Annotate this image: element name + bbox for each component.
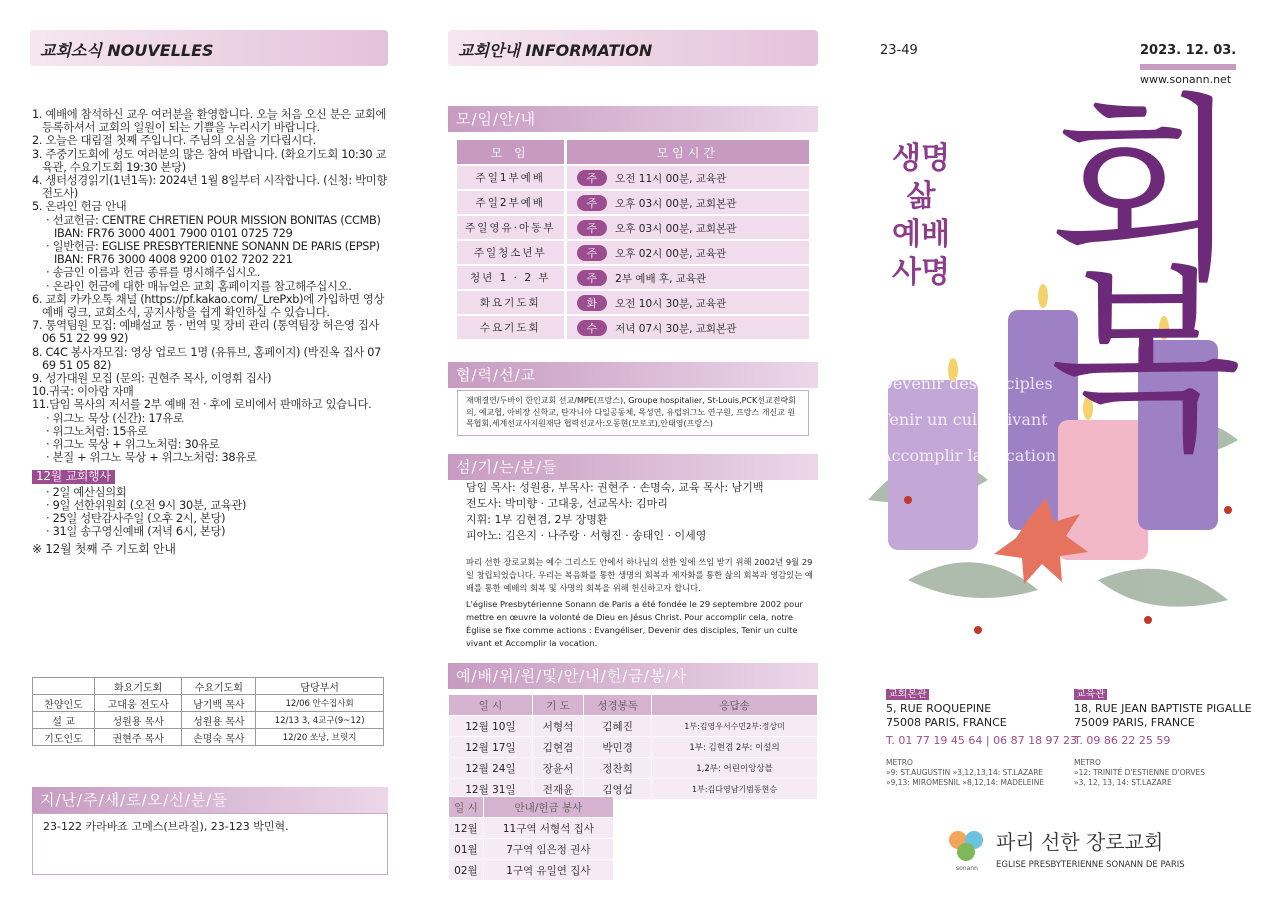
table-row: 일 시 기 도 성경봉독 응답송 bbox=[449, 695, 818, 716]
december-events-title: 12월 교회행사 bbox=[32, 470, 115, 483]
book-line: · 본질 + 위그노 묵상 + 위그노처럼: 38유로 bbox=[46, 451, 257, 465]
table-row: 청년 1 · 2 부 주 2부 예배 후, 교육관 bbox=[457, 265, 809, 290]
table-row: 02월 1구역 유일연 집사 bbox=[449, 860, 614, 881]
usher-table bbox=[448, 796, 614, 881]
svg-text:sonann: sonann bbox=[956, 865, 978, 872]
candle-shape bbox=[1058, 420, 1148, 560]
news-item: 6. 교회 카카오톡 채널 (https://pf.kakao.com/_LrePxb)에 가입하면 영상예배 링크, 교회소식, 공지사항을 쉽게 확인하실 수 있습니다. bbox=[32, 292, 385, 320]
info-header bbox=[448, 30, 818, 66]
table-row: 화요기도회 화 오전 10시 30분, 교육관 bbox=[457, 290, 809, 315]
table-row: 12월 24일 장윤서 정찬희 1,2부: 어린이앙상블 bbox=[449, 758, 818, 779]
cooperation-title: 협/력/선/교 bbox=[448, 362, 818, 388]
book-line: · 위그노처럼: 15유로 bbox=[46, 424, 148, 438]
prayer-table bbox=[32, 677, 384, 746]
table-row: 12월 17일 김현겸 박민경 1부: 김현겸 2부: 이설의 bbox=[449, 737, 818, 758]
table-row: 12월 11구역 서형석 집사 bbox=[449, 818, 614, 839]
worship-table bbox=[448, 694, 818, 800]
news-item: 1. 예배에 참석하신 교우 여러분을 환영합니다. 오늘 처음 오신 분은 교회에 등록하셔서 교회의 일원이 되는 기쁨을 누리시기 바랍니다. bbox=[32, 108, 387, 135]
main-building: 교회본관 5, RUE ROQUEPINE 75008 PARIS, FRANCE T. 01 77 19 45 64 | 06 87 18 97 23 METRO »9: ST.AUGUSTIN »3,12,13,14: ST.LAZARE »9,13: MIROMESNIL »8,12,14: MADELEINE bbox=[886, 689, 1078, 787]
staff-list: 담임 목사: 성원용, 부목사: 권현주 · 손명숙, 교육 목사: 남기백 전도사: 박미향 · 고대웅, 선교목사: 김마리 지휘: 1부 김현겸, 2부 장명환 피아노: 김은지 · 나주랑 · 서형진 · 송태인 · 이세영 bbox=[466, 481, 764, 542]
main-calligraphy: 회복 bbox=[1012, 85, 1245, 425]
event-line: · 9일 선한위원회 (오전 9시 30분, 교육관) bbox=[46, 498, 247, 512]
table-row: 01월 7구역 임은정 권사 bbox=[449, 839, 614, 860]
news-item: 3. 주중기도회에 성도 여러분의 많은 참여 바랍니다. (화요기도회 10:30 교육관, 수요기도회 19:30 본당) bbox=[32, 147, 387, 174]
url-bar bbox=[1140, 64, 1236, 70]
news-title: 교회소식 NOUVELLES bbox=[40, 41, 214, 60]
about-text: 파리 선한 장로교회는 예수 그리스도 안에서 하나님의 선한 일에 쓰임 받기 위해 2002년 9월 29일 창립되었습니다. 우리는 복음화를 통한 생명의 회복과 제자화를 통한 삶의 회복과 영감있는 예배를 통한 예배의 회복 및 사명의 회복을 위해 헌신하고자 합니다. L'église Presbytérienne Sonann de Paris a été fondée le 29 septembre 2002 pour mettre en œuvre la volonté de Dieu en Jésus Christ. Pour accomplir cela, notre Église se fixe comme actions : Evangéliser, Devenir des disciples, Tenir un culte vivant et Accomplir la vocation. bbox=[466, 557, 813, 649]
table-row: 모 임 모임시간 bbox=[457, 140, 809, 165]
prayer-title: ※ 12월 첫째 주 기도회 안내 bbox=[32, 541, 176, 556]
church-name-french: EGLISE PRESBYTERIENNE SONANN DE PARIS bbox=[996, 860, 1185, 870]
church-logo-icon bbox=[944, 826, 990, 872]
education-building: 교육관 18, RUE JEAN BAPTISTE PIGALLE 75009 PARIS, FRANCE T. 09 86 22 25 59 METRO »12: TRINITÉ D'ESTIENNE D'ORVES »3, 12, 13, 14: ST.LAZARE bbox=[1074, 689, 1252, 787]
news-item: 5. 온라인 헌금 안내 bbox=[32, 200, 127, 214]
event-line: · 2일 예산심의회 bbox=[46, 485, 127, 499]
cooperation-text: 재매결연/두바이 한인교회 선교/MPE(프랑스), Groupe hospitalier, St-Louis,PCK선교전략회의, 예교협, 아비장 신학교, 탄자니아 다일공동체, 목성연, 유럽위그노 연구원, 프랑스 개신교 원목협회,세계선교사지원재단 협력선교사:오동현(모로코),안태영(프랑스) bbox=[457, 390, 809, 436]
newcomers-text: 23-122 카라바죠 고메스(브라질), 23-123 박민혁. bbox=[32, 813, 388, 875]
table-row: 12월 31일 전재윤 김영섭 1부:김다영남기범동현승 bbox=[449, 779, 818, 800]
issue-number: 23-49 bbox=[880, 43, 918, 58]
news-column bbox=[0, 0, 420, 905]
news-item: 10.귀국: 이아람 자매 bbox=[32, 385, 134, 399]
newcomers-title: 지/난/주/새/로/오/신/분/들 bbox=[32, 787, 388, 813]
meetings-title: 모/임/안/내 bbox=[448, 106, 818, 132]
website-url: www.sonann.net bbox=[1140, 73, 1232, 86]
bank-line: · 온라인 헌금에 대한 매뉴얼은 교회 홈페이지를 참고해주십시오. bbox=[46, 279, 352, 293]
table-row: 화요기도회 수요기도회 담당부서 bbox=[33, 678, 384, 695]
table-row: 주일1부예배 주 오전 11시 00분, 교육관 bbox=[457, 165, 809, 190]
vertical-motto: 생명 삶 예배 사명 bbox=[892, 141, 950, 290]
news-item: 2. 오늘은 대림절 첫째 주입니다. 주님의 오심을 기다립시다. bbox=[32, 134, 316, 148]
worship-title: 예/배/위/원/및/안/내/헌/금/봉/사 bbox=[448, 663, 818, 689]
news-header bbox=[30, 30, 388, 66]
event-line: · 31일 송구영신예배 (저녁 6시, 본당) bbox=[46, 525, 226, 539]
news-item: 4. 생터성경읽기(1년1독): 2024년 1월 8일부터 시작합니다. (신청: 박미향 전도사) bbox=[32, 174, 388, 201]
staff-title: 섬/기/는/분/들 bbox=[448, 454, 818, 480]
bank-line: · 일반헌금: EGLISE PRESBYTERIENNE SONANN DE PARIS (EPSP) IBAN: FR76 3000 4008 9200 0102 7202 221 bbox=[46, 240, 380, 267]
church-name-korean: 파리 선한 장로교회 bbox=[996, 830, 1164, 854]
bank-line: · 송금인 이름과 헌금 종류를 명시해주십시오. bbox=[46, 266, 261, 280]
cover-column bbox=[848, 0, 1280, 905]
news-item: 8. C4C 봉사자모집: 영상 업로드 1명 (유튜브, 홈페이지) (박진옥 집사 07 69 51 05 82) bbox=[32, 345, 382, 372]
table-row: 일 시 안내/헌금 봉사 bbox=[449, 797, 614, 818]
table-row: 설 교 성원용 목사 성원용 목사 12/13 3, 4교구(9~12) bbox=[33, 712, 384, 729]
bank-line: · 선교헌금: CENTRE CHRETIEN POUR MISSION BONITAS (CCMB) IBAN: FR76 3000 4001 7900 0101 0725 729 bbox=[46, 213, 381, 240]
table-row: 수요기도회 수 저녁 07시 30분, 교회본관 bbox=[457, 315, 809, 340]
table-row: 찬양인도 고대웅 전도사 남기백 목사 12/06 안수집사회 bbox=[33, 695, 384, 712]
news-item: 7. 통역팀원 모집: 예배설교 통 · 번역 및 장비 관리 (통역팀장 허은영 집사 06 51 22 99 92) bbox=[32, 319, 380, 346]
info-title: 교회안내 INFORMATION bbox=[458, 41, 653, 60]
table-row: 주일청소년부 주 오후 02시 00분, 교육관 bbox=[457, 240, 809, 265]
info-column bbox=[420, 0, 835, 905]
book-line: · 위그노 묵상 (신간): 17유로 bbox=[46, 411, 184, 425]
table-row: 기도인도 권현주 목사 손명숙 목사 12/20 쏘낭, 브릿지 bbox=[33, 729, 384, 746]
table-row: 12월 10일 서형석 김혜진 1부:김영우서수민2부:정상미 bbox=[449, 716, 818, 737]
event-line: · 25일 성탄감사주일 (오후 2시, 본당) bbox=[46, 512, 226, 526]
news-item: 11.담임 목사의 저서를 2부 예배 전 · 후에 로비에서 판매하고 있습니다. bbox=[32, 398, 372, 412]
table-row: 주일2부예배 주 오후 03시 00분, 교회본관 bbox=[457, 190, 809, 215]
news-item: 9. 성가대원 모집 (문의: 권현주 목사, 이영휘 집사) bbox=[32, 372, 272, 386]
issue-date: 2023. 12. 03. bbox=[1140, 43, 1237, 58]
french-motto: Evangéliser Devenir des disciples Tenir un culte vivant Accomplir la vocation bbox=[880, 338, 1056, 465]
meetings-table bbox=[457, 140, 809, 341]
table-row: 주일영유·아동부 주 오후 03시 00분, 교회본관 bbox=[457, 215, 809, 240]
book-line: · 위그노 묵상 + 위그노처럼: 30유로 bbox=[46, 438, 220, 452]
news-list bbox=[32, 108, 390, 556]
